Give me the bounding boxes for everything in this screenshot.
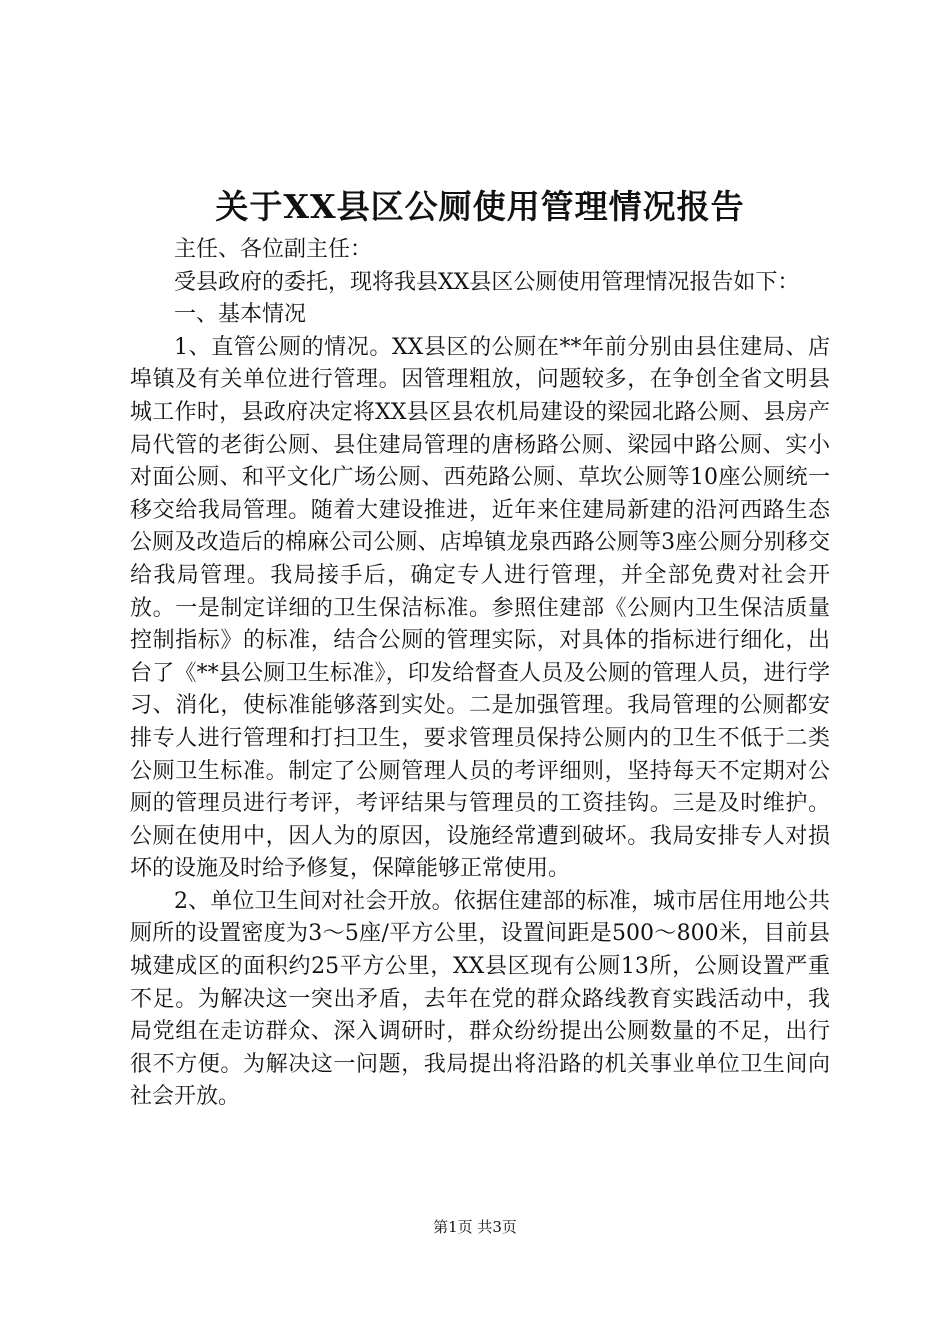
paragraph-unit-restrooms-open: 2、单位卫生间对社会开放。依据住建部的标准，城市居住用地公共厕所的设置密度为3～5座/平方公里，设置间距是500～800米，目前县城建成区的面积约25平方公里，XX县区现有公厕13所，公厕设置严重不足。为解决这一突出矛盾，去年在党的群众路线教育实践活动中，我局党组在走访群众、深入调研时，群众纷纷提出公厕数量的不足，出行很不方便。为解决这一问题，我局提出将沿路的机关事业单位卫生间向社会开放。 bbox=[130, 888, 830, 1110]
document-body bbox=[130, 234, 830, 1114]
paragraph-intro: 受县政府的委托，现将我县XX县区公厕使用管理情况报告如下： bbox=[174, 269, 800, 295]
salutation: 主任、各位副主任： bbox=[174, 237, 373, 262]
section-heading-basic: 一、基本情况 bbox=[174, 302, 307, 328]
document-title: 关于XX县区公厕使用管理情况报告 bbox=[215, 187, 745, 226]
page-footer: 第1页 共3页 bbox=[433, 1218, 517, 1236]
paragraph-direct-managed-toilets: 1、直管公厕的情况。XX县区的公厕在**年前分别由县住建局、店埠镇及有关单位进行管理。因管理粗放，问题较多，在争创全省文明县城工作时，县政府决定将XX县区县农机局建设的梁园北路公厕、县房产局代管的老街公厕、县住建局管理的唐杨路公厕、梁园中路公厕、实小对面公厕、和平文化广场公厕、西苑路公厕、草坎公厕等10座公厕统一移交给我局管理。随着大建设推进，近年来住建局新建的沿河西路生态公厕及改造后的棉麻公司公厕、店埠镇龙泉西路公厕等3座公厕分别移交给我局管理。我局接手后，确定专人进行管理，并全部免费对社会开放。一是制定详细的卫生保洁标准。参照住建部《公厕内卫生保洁质量控制指标》的标准，结合公厕的管理实际，对具体的指标进行细化，出台了《**县公厕卫生标准》，印发给督查人员及公厕的管理人员，进行学习、消化，使标准能够落到实处。二是加强管理。我局管理的公厕都安排专人进行管理和打扫卫生，要求管理员保持公厕内的卫生不低于二类公厕卫生标准。制定了公厕管理人员的考评细则，坚持每天不定期对公厕的管理员进行考评，考评结果与管理员的工资挂钩。三是及时维护。公厕在使用中，因人为的原因，设施经常遭到破坏。我局安排专人对损坏的设施及时给予修复，保障能够正常使用。 bbox=[130, 334, 830, 882]
